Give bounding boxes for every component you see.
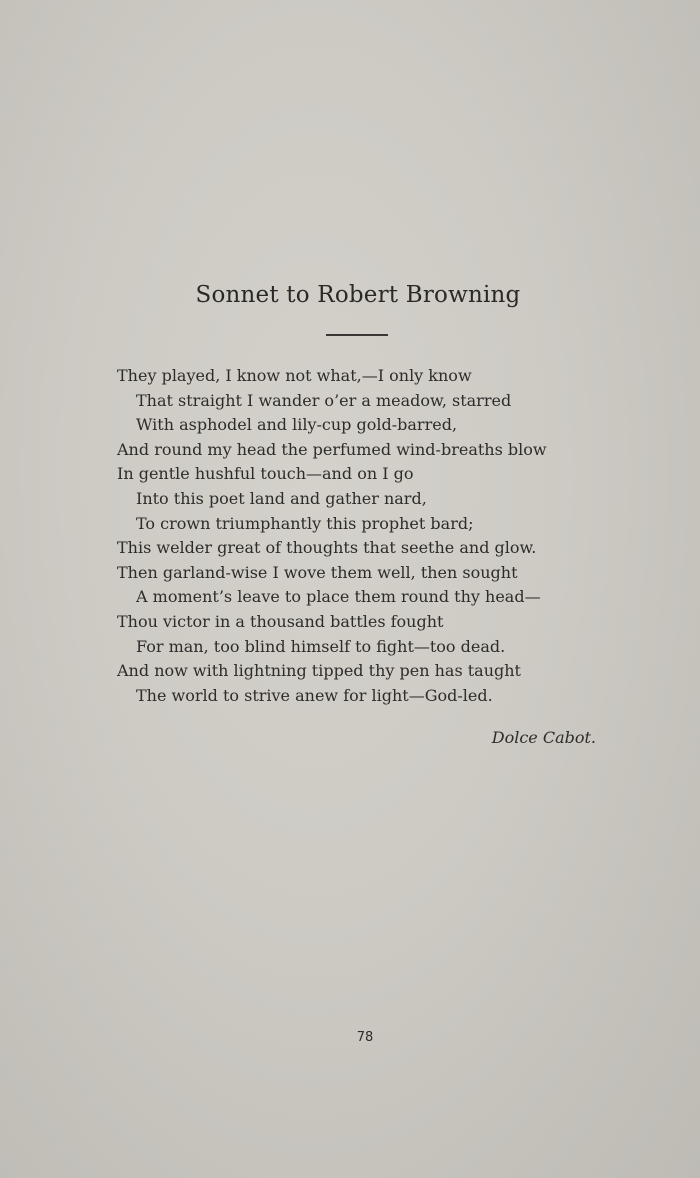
poem-line: This welder great of thoughts that seethe and glow. [117,538,537,558]
poem-line: To crown triumphantly this prophet bard; [136,513,474,533]
page-number: 78 [356,1030,374,1045]
poem-line: Then garland-wise I wove them well, then sought [117,562,518,582]
poem-line: The world to strive anew for light—God-led. [136,685,493,705]
poem-line: For man, too blind himself to fight—too dead. [136,636,506,656]
poem-line: In gentle hushful touch—and on I go [117,464,414,484]
author-signature: Dolce Cabot. [491,728,596,747]
poem-line: A moment’s leave to place them round thy head— [136,587,541,607]
poem-line: They played, I know not what,—I only know [117,366,472,385]
poem-line: With asphodel and lily-cup gold-barred, [136,415,458,435]
poem-line: And now with lightning tipped thy pen has taught [117,661,521,681]
poem-line: Into this poet land and gather nard, [136,488,427,508]
poem-line: That straight I wander o’er a meadow, starred [136,390,512,410]
poem-line: And round my head the perfumed wind-breaths blow [117,439,547,459]
poem-line: Thou victor in a thousand battles fought [117,611,444,631]
title-divider [326,334,388,336]
poem-body [117,364,637,708]
poem-title: Sonnet to Robert Browning [195,282,521,308]
